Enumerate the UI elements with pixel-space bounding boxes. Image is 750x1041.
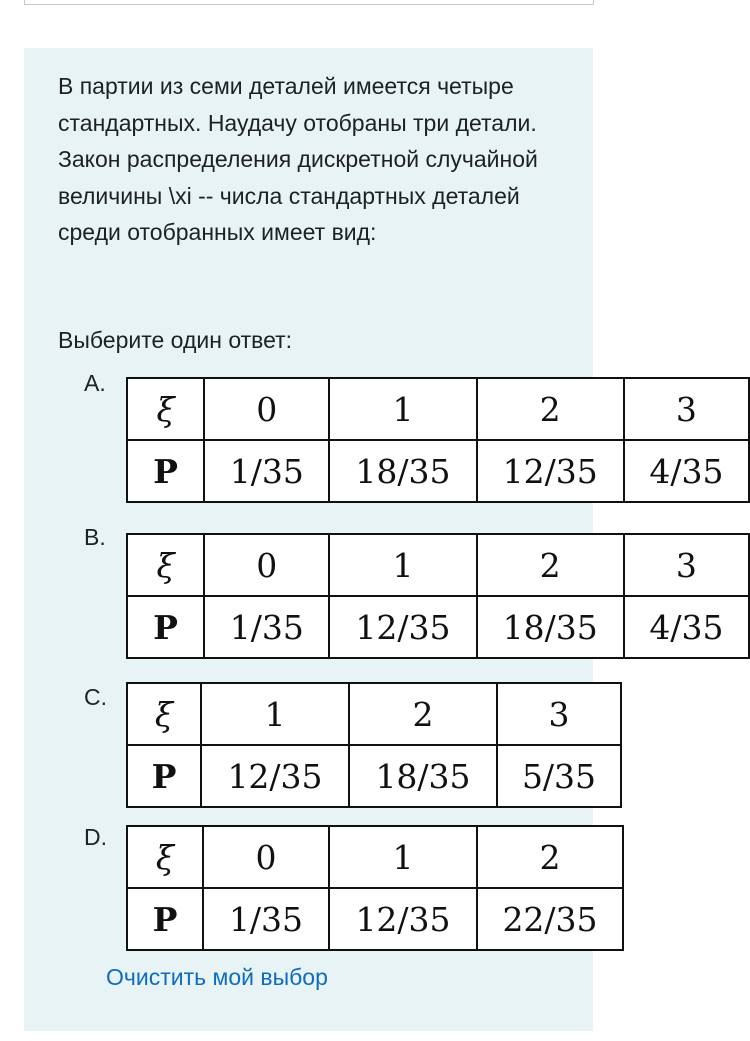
question-text: В партии из семи деталей имеется четыре стандартных. Наудачу отобраны три детали. Закон распределения дискретной случайной величины \xi -- числа стандартных деталей среди отобранных имеет вид: bbox=[58, 73, 538, 245]
option-d-table[interactable] bbox=[126, 825, 624, 951]
probability-cell: 12/35 bbox=[201, 745, 349, 807]
option-b-letter[interactable]: B. bbox=[84, 524, 106, 550]
value-cell: 3 bbox=[624, 378, 749, 440]
option-a-table[interactable] bbox=[126, 377, 750, 503]
answer-prompt: Выберите один ответ: bbox=[58, 327, 293, 353]
probability-cell: 12/35 bbox=[329, 596, 476, 658]
value-cell: 2 bbox=[477, 826, 623, 888]
probability-cell: 22/35 bbox=[477, 888, 623, 950]
xi-label: ξ bbox=[127, 683, 201, 745]
xi-label: ξ bbox=[127, 534, 204, 596]
value-cell: 1 bbox=[329, 378, 476, 440]
probability-cell: 12/35 bbox=[329, 888, 477, 950]
value-cell: 2 bbox=[349, 683, 497, 745]
value-cell: 3 bbox=[624, 534, 749, 596]
probability-cell: 18/35 bbox=[349, 745, 497, 807]
probability-cell: 1/35 bbox=[203, 888, 329, 950]
xi-label: ξ bbox=[127, 378, 204, 440]
option-b-table[interactable] bbox=[126, 533, 750, 659]
probability-cell: 1/35 bbox=[204, 596, 329, 658]
value-cell: 2 bbox=[477, 378, 624, 440]
p-label: P bbox=[127, 596, 204, 658]
probability-cell: 18/35 bbox=[329, 440, 476, 502]
xi-label: ξ bbox=[127, 826, 203, 888]
p-label: P bbox=[127, 440, 204, 502]
value-cell: 0 bbox=[204, 378, 329, 440]
value-cell: 1 bbox=[201, 683, 349, 745]
probability-cell: 4/35 bbox=[624, 596, 749, 658]
probability-cell: 5/35 bbox=[497, 745, 621, 807]
probability-cell: 1/35 bbox=[204, 440, 329, 502]
probability-cell: 4/35 bbox=[624, 440, 749, 502]
p-label: P bbox=[127, 745, 201, 807]
probability-cell: 18/35 bbox=[477, 596, 624, 658]
p-label: P bbox=[127, 888, 203, 950]
option-a-letter[interactable]: A. bbox=[84, 370, 106, 396]
clear-choice-link[interactable]: Очистить мой выбор bbox=[106, 964, 328, 990]
value-cell: 0 bbox=[204, 534, 329, 596]
option-c-table[interactable] bbox=[126, 682, 622, 808]
value-cell: 1 bbox=[329, 534, 476, 596]
option-c-letter[interactable]: C. bbox=[84, 684, 107, 710]
probability-cell: 12/35 bbox=[477, 440, 624, 502]
previous-panel-edge bbox=[24, 0, 594, 5]
value-cell: 3 bbox=[497, 683, 621, 745]
value-cell: 0 bbox=[203, 826, 329, 888]
value-cell: 2 bbox=[477, 534, 624, 596]
option-d-letter[interactable]: D. bbox=[84, 824, 107, 850]
value-cell: 1 bbox=[329, 826, 477, 888]
